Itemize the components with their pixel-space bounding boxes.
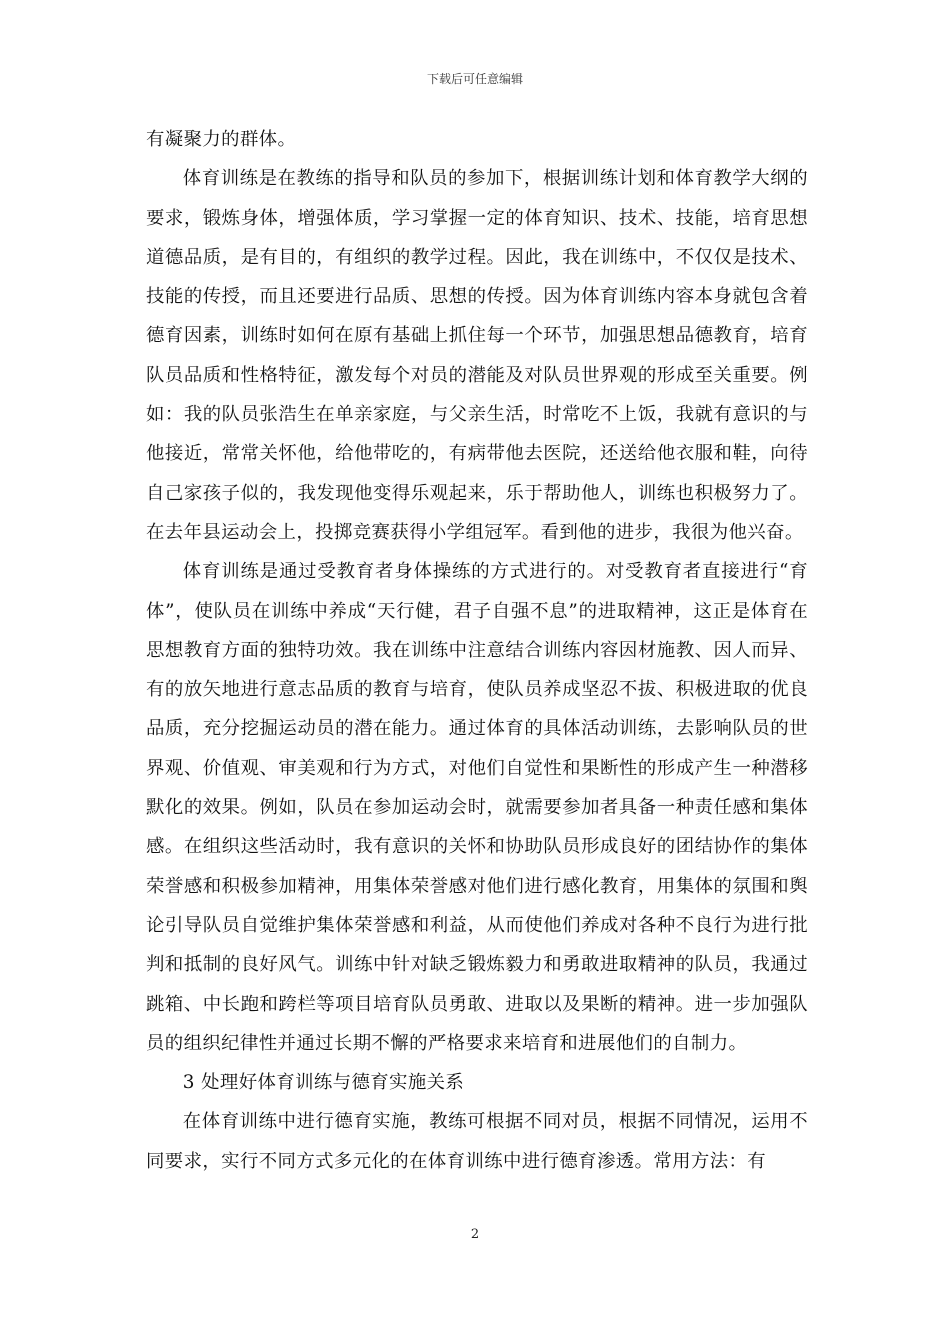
body-text bbox=[146, 120, 808, 1181]
paragraph-continued: 有凝聚力的群体。 bbox=[146, 129, 297, 150]
paragraph-moral-education: 在体育训练中进行德育实施，教练可根据不同对员，根据不同情况，运用不同要求，实行不同方式多元化的在体育训练中进行德育渗透。常用方法：有 bbox=[146, 1111, 808, 1172]
page-number: 2 bbox=[470, 1227, 480, 1242]
paragraph-physical-training-method: 体育训练是通过受教育者身体操练的方式进行的。对受教育者直接进行“育体”，使队员在训练中养成“天行健，君子自强不息”的进取精神，这正是体育在思想教育方面的独特功效。我在训练中注意结合训练内容因材施教、因人而异、有的放矢地进行意志品质的教育与培育，使队员养成坚忍不拔、积极进取的优良品质，充分挖掘运动员的潜在能力。通过体育的具体活动训练，去影响队员的世界观、价值观、审美观和行为方式，对他们自觉性和果断性的形成产生一种潜移默化的效果。例如，队员在参加运动会时，就需要参加者具备一种责任感和集体感。在组织这些活动时，我有意识的关怀和协助队员形成良好的团结协作的集体荣誉感和积极参加精神，用集体荣誉感对他们进行感化教育，用集体的氛围和舆论引导队员自觉维护集体荣誉感和利益，从而使他们养成对各种不良行为进行批判和抵制的良好风气。训练中针对缺乏锻炼毅力和勇敢进取精神的队员，我通过跳箱、中长跑和跨栏等项目培育队员勇敢、进取以及果断的精神。进一步加强队员的组织纪律性并通过长期不懈的严格要求来培育和进展他们的自制力。 bbox=[146, 561, 808, 1054]
page-header: 下载后可任意编辑 bbox=[426, 72, 523, 86]
paragraph-training-definition: 体育训练是在教练的指导和队员的参加下，根据训练计划和体育教学大纲的要求，锻炼身体，增强体质，学习掌握一定的体育知识、技术、技能，培育思想道德品质，是有目的，有组织的教学过程。因此，我在训练中，不仅仅是技术、技能的传授，而且还要进行品质、思想的传授。因为体育训练内容本身就包含着德育因素，训练时如何在原有基础上抓住每一个环节，加强思想品德教育，培育队员品质和性格特征，激发每个对员的潜能及对队员世界观的形成至关重要。例如：我的队员张浩生在单亲家庭，与父亲生活，时常吃不上饭，我就有意识的与他接近，常常关怀他，给他带吃的，有病带他去医院，还送给他衣服和鞋，向待自己家孩子似的，我发现他变得乐观起来，乐于帮助他人，训练也积极努力了。在去年县运动会上，投掷竞赛获得小学组冠军。看到他的进步，我很为他兴奋。 bbox=[146, 168, 808, 543]
section-heading: 3 处理好体育训练与德育实施关系 bbox=[182, 1072, 465, 1094]
